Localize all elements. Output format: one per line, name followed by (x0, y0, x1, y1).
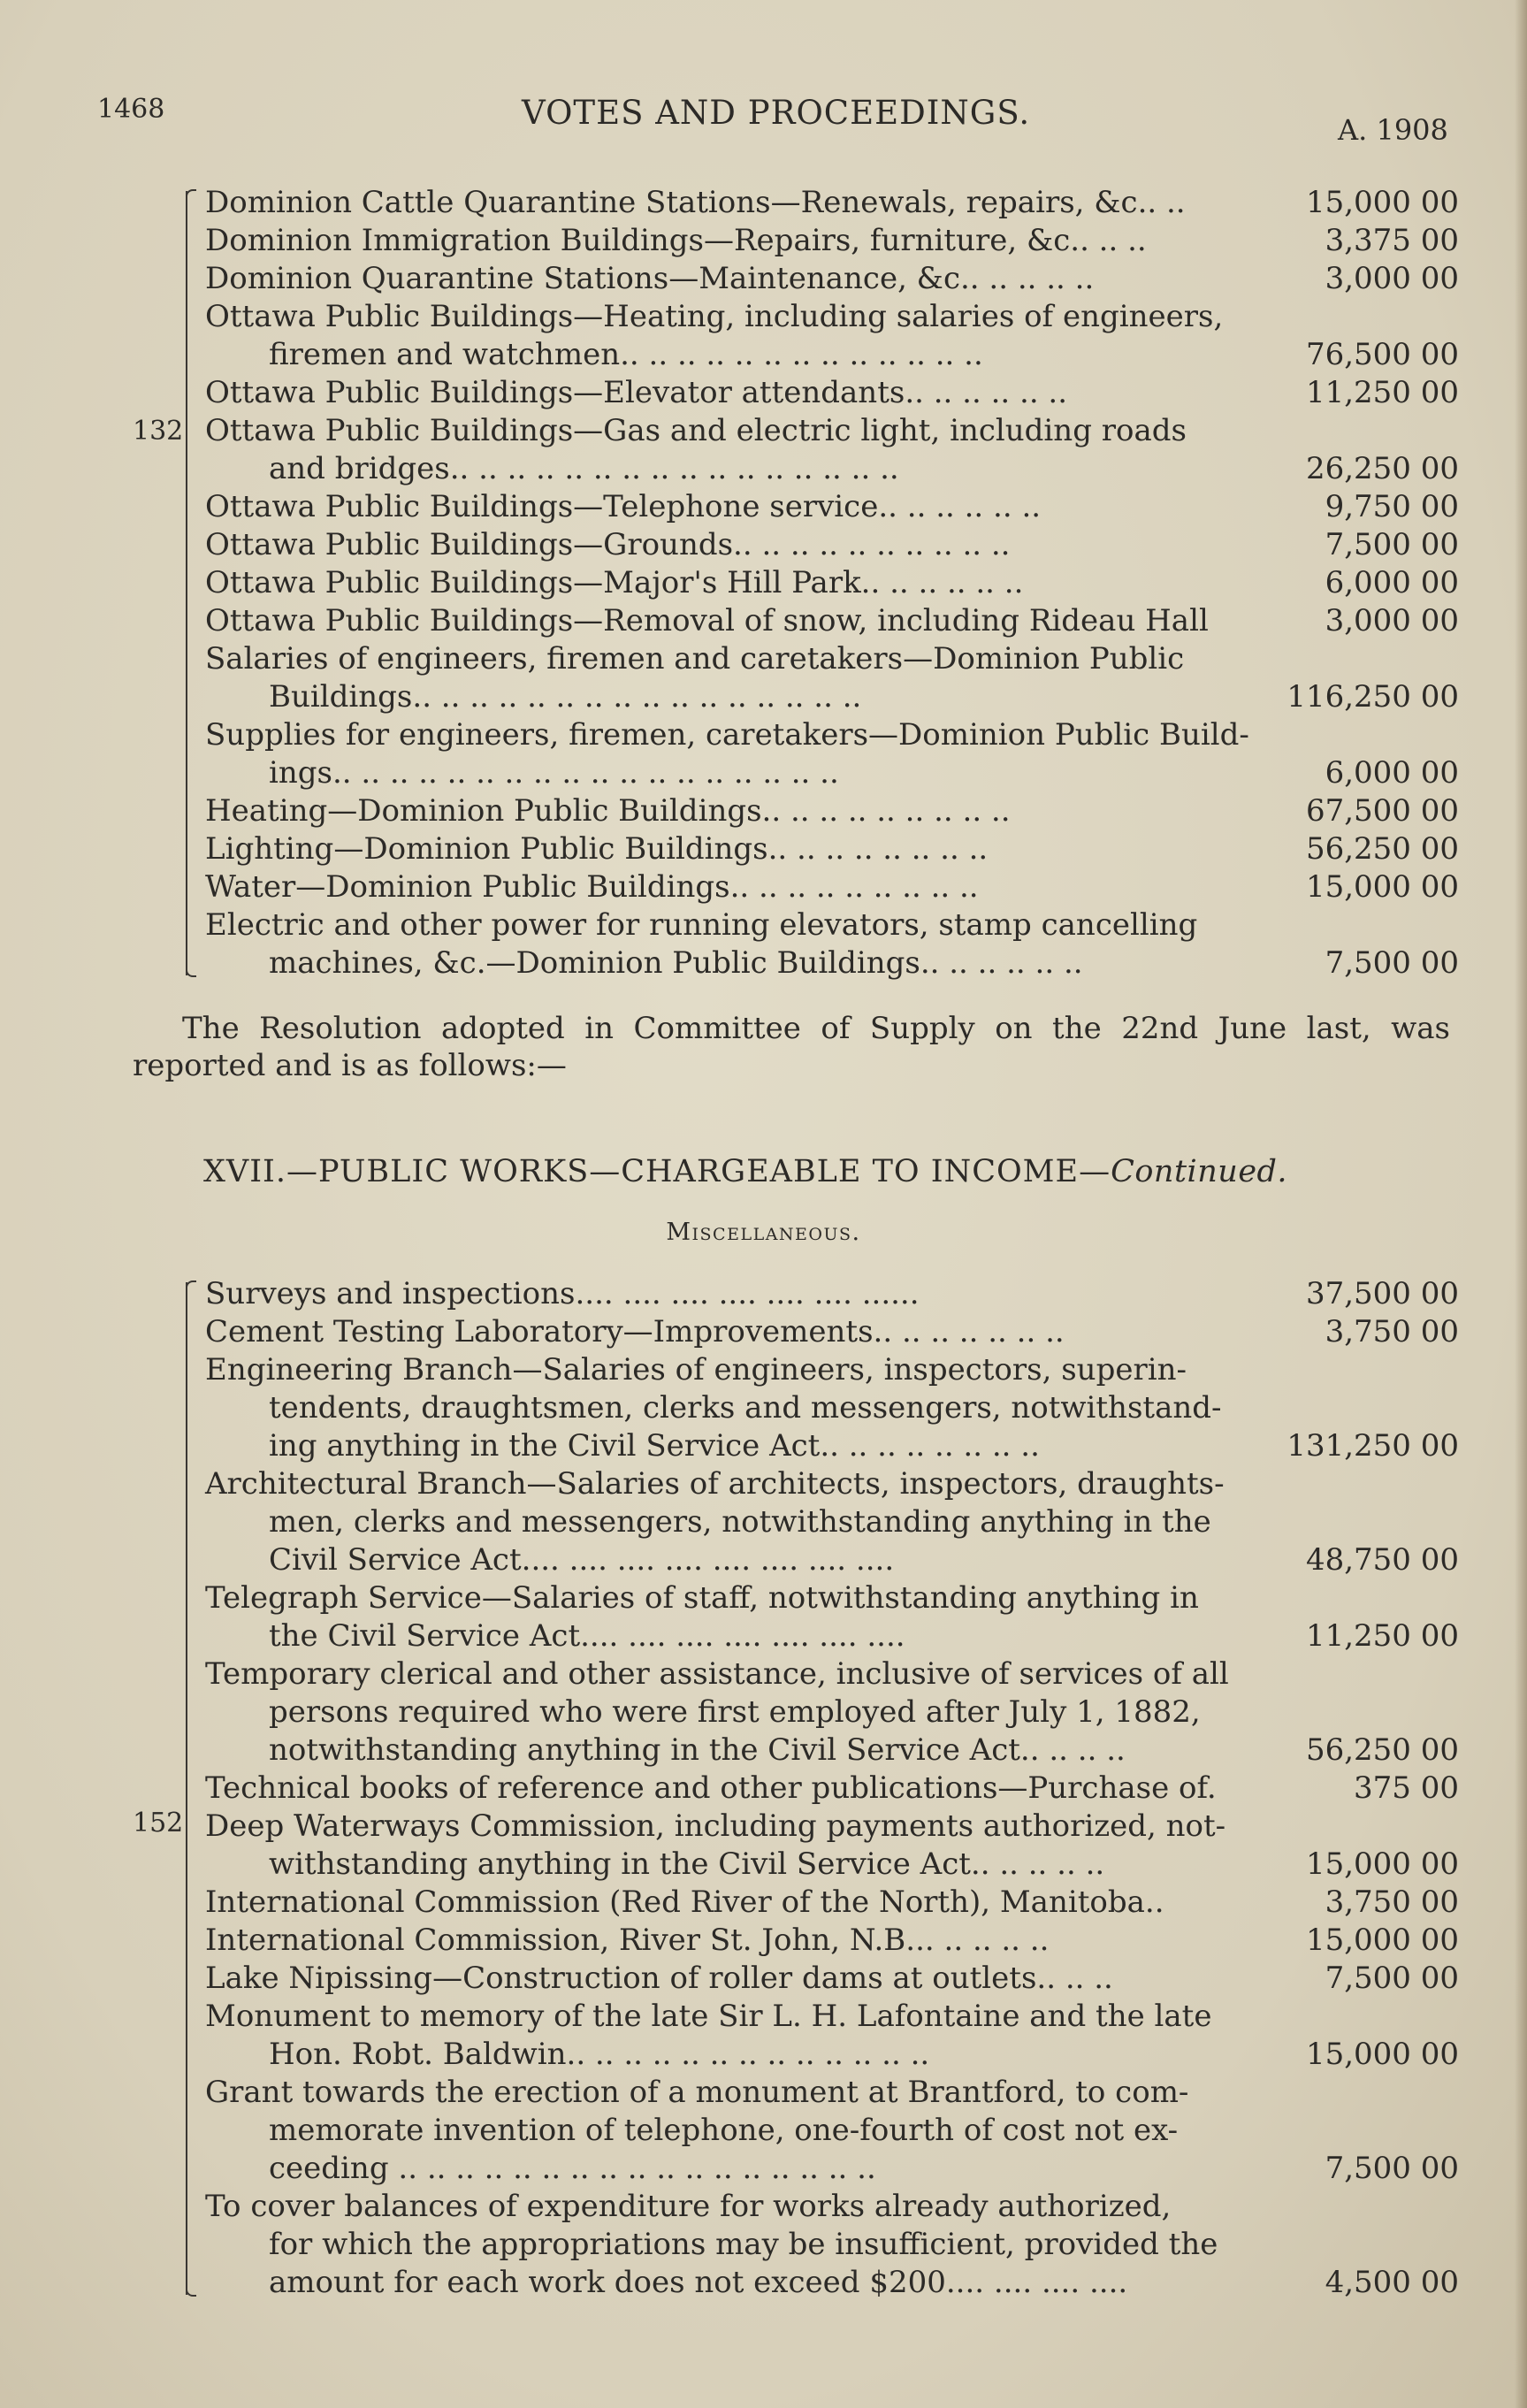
item-description (186, 2074, 1284, 2188)
item-line: Electric and other power for running elevators, stamp cancelling (205, 907, 1198, 943)
item-description (186, 1770, 1284, 1808)
appropriation-item (186, 602, 1512, 640)
item-description (186, 1960, 1284, 1998)
appropriation-item (186, 1960, 1512, 1998)
item-amount: 7,500 00 (1325, 1961, 1459, 1996)
item-line: Ottawa Public Buildings—Telephone service.. .. .. .. .. .. (205, 489, 1042, 524)
appropriation-item (186, 1275, 1512, 1313)
item-description (186, 1313, 1284, 1351)
item-continuation-line: Buildings.. .. .. .. .. .. .. .. .. .. .. .. .. .. .. .. (269, 679, 862, 715)
item-amount: 3,000 00 (1325, 603, 1459, 638)
item-line: Dominion Quarantine Stations—Maintenance, &c.. .. .. .. .. (205, 261, 1095, 296)
item-description (186, 2188, 1284, 2302)
page-edge-shadow (1515, 0, 1527, 2408)
appropriation-item (186, 792, 1512, 830)
item-amount: 7,500 00 (1325, 2151, 1459, 2186)
item-description (186, 298, 1284, 374)
item-amount: 375 00 (1354, 1770, 1459, 1806)
item-amount: 7,500 00 (1325, 527, 1459, 562)
appropriation-item (186, 374, 1512, 412)
appropriation-item (186, 1465, 1512, 1579)
item-continuation-line: Hon. Robt. Baldwin.. .. .. .. .. .. .. .. .. .. .. .. .. (269, 2037, 930, 2072)
item-description (186, 868, 1284, 906)
item-amount: 4,500 00 (1325, 2265, 1459, 2300)
item-line: Telegraph Service—Salaries of staff, notwithstanding anything in (205, 1580, 1199, 1616)
resolution-paragraph: The Resolution adopted in Committee of Supply on the 22nd June last, was reported and is as follows:— (133, 1011, 1450, 1083)
item-line: Ottawa Public Buildings—Heating, including salaries of engineers, (205, 299, 1224, 334)
item-continuation-line: Civil Service Act.... .... .... .... .... .... .... .... (269, 1542, 895, 1578)
appropriation-item (186, 1351, 1512, 1465)
item-description (186, 412, 1284, 488)
page-header (0, 88, 1527, 150)
section-title-continued: Continued. (1111, 1154, 1288, 1189)
item-continuation-line: persons required who were first employed after July 1, 1882, (269, 1694, 1201, 1730)
item-amount: 56,250 00 (1305, 831, 1459, 867)
item-continuation-line: tendents, draughtsmen, clerks and messengers, notwithstand- (269, 1390, 1222, 1426)
appropriation-item (186, 1884, 1512, 1922)
item-description (186, 184, 1284, 222)
item-description (186, 1884, 1284, 1922)
item-amount: 9,750 00 (1325, 489, 1459, 524)
appropriation-item (186, 412, 1512, 488)
vote-number-152: 152 (133, 1808, 184, 1838)
item-amount: 3,750 00 (1325, 1314, 1459, 1349)
item-amount: 76,500 00 (1305, 337, 1459, 372)
item-continuation-line: the Civil Service Act.... .... .... .... .... .... .... (269, 1618, 905, 1654)
appropriation-list-vote-132 (186, 184, 1512, 982)
appropriation-item (186, 1808, 1512, 1884)
item-description (186, 792, 1284, 830)
item-amount: 15,000 00 (1305, 1846, 1459, 1882)
item-line: Engineering Branch—Salaries of engineers, inspectors, superin- (205, 1352, 1187, 1387)
item-line: Ottawa Public Buildings—Removal of snow, including Rideau Hall (205, 603, 1209, 638)
item-line: Ottawa Public Buildings—Major's Hill Park.. .. .. .. .. .. (205, 565, 1024, 600)
appropriation-item (186, 222, 1512, 260)
appropriation-list-vote-152 (186, 1275, 1512, 2302)
item-amount: 15,000 00 (1305, 185, 1459, 220)
item-description (186, 716, 1284, 792)
item-description (186, 526, 1284, 564)
appropriation-item (186, 1998, 1512, 2074)
item-description (186, 1275, 1284, 1313)
item-continuation-line: and bridges.. .. .. .. .. .. .. .. .. .. .. .. .. .. .. .. (269, 451, 899, 486)
appropriation-item (186, 716, 1512, 792)
item-description (186, 1579, 1284, 1655)
item-line: Ottawa Public Buildings—Gas and electric light, including roads (205, 413, 1187, 448)
appropriation-item (186, 298, 1512, 374)
appropriation-item (186, 1313, 1512, 1351)
item-amount: 3,375 00 (1325, 223, 1459, 258)
appropriation-item (186, 1655, 1512, 1770)
item-line: To cover balances of expenditure for works already authorized, (205, 2189, 1172, 2224)
item-continuation-line: ceeding .. .. .. .. .. .. .. .. .. .. .. .. .. .. .. .. .. (269, 2151, 876, 2186)
item-amount: 15,000 00 (1305, 2037, 1459, 2072)
item-line: Ottawa Public Buildings—Grounds.. .. .. .. .. .. .. .. .. .. (205, 527, 1011, 562)
item-line: Water—Dominion Public Buildings.. .. .. .. .. .. .. .. .. (205, 869, 979, 905)
appropriation-item (186, 526, 1512, 564)
item-continuation-line: for which the appropriations may be insufficient, provided the (269, 2227, 1218, 2262)
item-continuation-line: men, clerks and messengers, notwithstanding anything in the (269, 1504, 1211, 1540)
appropriation-item (186, 868, 1512, 906)
item-description (186, 1998, 1284, 2074)
item-amount: 131,250 00 (1286, 1428, 1459, 1464)
item-continuation-line: withstanding anything in the Civil Service Act.. .. .. .. .. (269, 1846, 1105, 1882)
item-amount: 7,500 00 (1325, 945, 1459, 981)
item-amount: 26,250 00 (1305, 451, 1459, 486)
section-title-text: XVII.—PUBLIC WORKS—CHARGEABLE TO INCOME— (203, 1154, 1111, 1189)
item-line: Temporary clerical and other assistance, inclusive of services of all (205, 1656, 1229, 1692)
item-description (186, 640, 1284, 716)
item-description (186, 906, 1284, 982)
item-continuation-line: amount for each work does not exceed $200.... .... .... .... (269, 2265, 1128, 2300)
running-title: VOTES AND PROCEEDINGS. (522, 94, 1031, 132)
appropriation-item (186, 260, 1512, 298)
appropriation-item (186, 184, 1512, 222)
item-amount: 6,000 00 (1325, 755, 1459, 791)
item-line: Lake Nipissing—Construction of roller dams at outlets.. .. .. (205, 1961, 1113, 1996)
appropriation-item (186, 564, 1512, 602)
appropriation-item (186, 2074, 1512, 2188)
appropriation-item (186, 1579, 1512, 1655)
item-line: Salaries of engineers, firemen and caretakers—Dominion Public (205, 641, 1185, 677)
appropriation-item (186, 1922, 1512, 1960)
item-amount: 15,000 00 (1305, 869, 1459, 905)
appropriation-item (186, 1770, 1512, 1808)
item-description (186, 1808, 1284, 1884)
item-description (186, 1351, 1284, 1465)
item-line: Grant towards the erection of a monument at Brantford, to com- (205, 2075, 1189, 2110)
item-amount: 3,750 00 (1325, 1884, 1459, 1920)
item-amount: 67,500 00 (1305, 793, 1459, 829)
item-line: Deep Waterways Commission, including payments authorized, not- (205, 1808, 1226, 1844)
item-line: Architectural Branch—Salaries of architects, inspectors, draughts- (205, 1466, 1225, 1502)
item-description (186, 1655, 1284, 1770)
item-amount: 11,250 00 (1305, 375, 1459, 410)
item-amount: 3,000 00 (1325, 261, 1459, 296)
item-line: International Commission, River St. John, N.B... .. .. .. .. (205, 1923, 1050, 1958)
appropriation-item (186, 2188, 1512, 2302)
item-description (186, 1465, 1284, 1579)
item-line: Cement Testing Laboratory—Improvements.. .. .. .. .. .. .. (205, 1314, 1065, 1349)
section-subtitle: Miscellaneous. (666, 1219, 861, 1246)
item-description (186, 260, 1284, 298)
item-description (186, 602, 1284, 640)
item-amount: 15,000 00 (1305, 1923, 1459, 1958)
session-year: A. 1908 (1338, 113, 1448, 147)
item-line: Heating—Dominion Public Buildings.. .. .. .. .. .. .. .. .. (205, 793, 1011, 829)
item-description (186, 222, 1284, 260)
item-continuation-line: memorate invention of telephone, one-fourth of cost not ex- (269, 2113, 1179, 2148)
item-description (186, 1922, 1284, 1960)
item-amount: 6,000 00 (1325, 565, 1459, 600)
appropriation-item (186, 830, 1512, 868)
item-amount: 116,250 00 (1286, 679, 1459, 715)
item-continuation-line: firemen and watchmen.. .. .. .. .. .. .. .. .. .. .. .. .. (269, 337, 983, 372)
item-line: Surveys and inspections.... .... .... .... .... .... ...... (205, 1276, 920, 1311)
item-amount: 48,750 00 (1305, 1542, 1459, 1578)
item-description (186, 564, 1284, 602)
item-continuation-line: notwithstanding anything in the Civil Service Act.. .. .. .. (269, 1732, 1126, 1768)
item-description (186, 374, 1284, 412)
item-line: Dominion Cattle Quarantine Stations—Renewals, repairs, &c.. .. (205, 185, 1186, 220)
item-continuation-line: ings.. .. .. .. .. .. .. .. .. .. .. .. .. .. .. .. .. .. (269, 755, 839, 791)
appropriation-item (186, 640, 1512, 716)
item-line: Monument to memory of the late Sir L. H. Lafontaine and the late (205, 1999, 1212, 2034)
item-amount: 56,250 00 (1305, 1732, 1459, 1768)
item-line: Dominion Immigration Buildings—Repairs, furniture, &c.. .. .. (205, 223, 1147, 258)
item-description (186, 830, 1284, 868)
item-line: Technical books of reference and other publications—Purchase of. (205, 1770, 1217, 1806)
item-amount: 11,250 00 (1305, 1618, 1459, 1654)
item-amount: 37,500 00 (1305, 1276, 1459, 1311)
item-line: Supplies for engineers, firemen, caretakers—Dominion Public Build- (205, 717, 1249, 753)
item-line: Lighting—Dominion Public Buildings.. .. .. .. .. .. .. .. (205, 831, 989, 867)
item-line: International Commission (Red River of the North), Manitoba.. (205, 1884, 1164, 1920)
vote-number-132: 132 (133, 416, 184, 447)
appropriation-item (186, 488, 1512, 526)
item-continuation-line: machines, &c.—Dominion Public Buildings.. .. .. .. .. .. (269, 945, 1083, 981)
section-title (203, 1154, 1379, 1189)
item-continuation-line: ing anything in the Civil Service Act.. .. .. .. .. .. .. .. (269, 1428, 1040, 1464)
item-description (186, 488, 1284, 526)
item-line: Ottawa Public Buildings—Elevator attendants.. .. .. .. .. .. (205, 375, 1068, 410)
appropriation-item (186, 906, 1512, 982)
page-number: 1468 (97, 94, 165, 125)
